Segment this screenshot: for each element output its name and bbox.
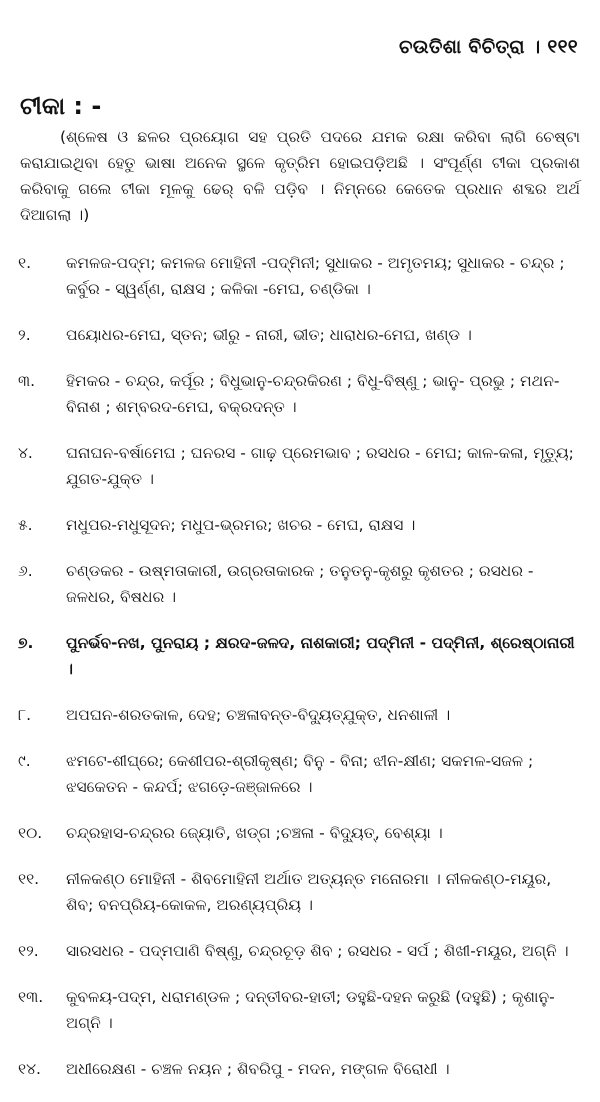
item-number: ୧୨. (18, 942, 39, 960)
glossary-item (18, 440, 580, 492)
item-text: ପୁନର୍ଭବ-ନଖ, ପୁନରାୟ ; କ୍ଷରଦ-ଜଳଦ, ନାଶକାରୀ; ପଦ୍ମିନୀ - ପଦ୍ମିନୀ, ଶ୍ରେଷ୍ଠାନାରୀ । (66, 634, 575, 678)
item-text: କୁବଳୟ-ପଦ୍ମ, ଧରାମଣ୍ଡଳ ; ଦନ୍ତୀବର-ହାତୀ; ଡହୁଛି-ଦହନ କରୁଛି (ଦହୁଛି) ; କୃଶାନୁ-ଅଗ୍ନି । (66, 988, 555, 1032)
item-number: ୧. (18, 254, 32, 272)
item-number: ୮. (18, 706, 32, 724)
item-number: ୭. (18, 634, 34, 652)
item-text: ଘନାଘନ-ବର୍ଷାମେଘ ; ଘନରସ - ଗାଢ଼ ପ୍ରେମଭାବ ; ରସଧର - ମେଘ; କାଳ-କଳା, ମୃତ୍ୟୁ; ଯୁଗତ-ଯୁକ୍ତ । (66, 444, 574, 488)
glossary-item (18, 558, 580, 610)
glossary-item (18, 1056, 580, 1082)
glossary-item (18, 630, 580, 682)
item-text: ସାରସଧର - ପଦ୍ମପାଣି ବିଷ୍ଣୁ, ଚନ୍ଦ୍ରଚୂଡ଼ ଶିବ ; ରସଧର - ସର୍ପ ; ଶିଖୀ-ମୟୂର, ଅଗ୍ନି । (66, 942, 569, 960)
glossary-item (18, 938, 580, 964)
glossary-item (18, 702, 580, 728)
item-text: ପୟୋଧର-ମେଘ, ସ୍ତନ; ଭୀରୁ - ନାରୀ, ଭୀତ; ଧାରାଧର-ମେଘ, ଖଣ୍ଡ । (66, 326, 472, 344)
item-text: ହିମକର - ଚନ୍ଦ୍ର, କର୍ପୂର ; ବିଧୁଭାନୁ-ଚନ୍ଦ୍ରକିରଣ ; ବିଧୁ-ବିଷ୍ଣୁ ; ଭାନୁ- ପ୍ରଭୁ ; ମଥନ-ବିନାଶ ; ଶମ୍ବରଦ-ମେଘ, ବକ୍ରଦନ୍ତ । (66, 372, 560, 416)
item-text: ଅଧୀରେକ୍ଷଣ - ଚଞ୍ଚଳ ନୟନ ; ଶିବରିପୁ - ମଦନ, ମଙ୍ଗଳ ବିରୋଧୀ । (66, 1060, 450, 1078)
item-text: ଚଣ୍ଡକର - ଉଷ୍ମତାକାରୀ, ଉଗ୍ରତାକାରକ ; ତନୁତନୁ-କୃଶରୁ କୃଶତର ; ରସଧର - ଜଳଧର, ବିଷଧର । (66, 562, 534, 606)
item-number: ୫. (18, 516, 33, 534)
running-header: ଚଉତିଶା ବିଚିତ୍ରା । ୧୧୧ (398, 36, 578, 58)
item-number: ୪. (18, 444, 33, 462)
glossary-item (18, 368, 580, 420)
item-number: ୬. (18, 562, 33, 580)
item-number: ୨. (18, 326, 31, 344)
item-number: ୯. (18, 752, 31, 770)
item-text: ଅପଘନ-ଶରତକାଳ, ଦେହ; ଚଞ୍ଚଳାବନ୍ତ-ବିଦ୍ୟୁତ୍‌ଯୁକ୍ତ, ଧନଶାଳୀ । (66, 706, 451, 724)
item-text: ନୀଳକଣ୍ଠ ମୋହିନୀ - ଶିବମୋହିନୀ ଅର୍ଥାତ ଅତ୍ୟନ୍ତ ମନୋରମା । ନୀଳକଣ୍ଠ-ମୟୂର, ଶିବ; ବନପ୍ରିୟ-କୋକଳ, ଅରଣ୍ୟପ୍ରିୟ । (66, 870, 552, 914)
intro-paragraph: (ଶ୍ଳେଷ ଓ ଛଳର ପ୍ରୟୋଗ ସହ ପ୍ରତି ପଦରେ ଯମକ ରକ୍ଷା କରିବା ଲାଗି ଚେଷ୍ଟା କରାଯାଇଥିବା ହେତୁ ଭାଷା ଅନେକ ସ୍ଥଳେ କୃତ୍ରିମ ହୋଇପଡ଼ିଅଛି । ସଂପୂର୍ଣ୍ଣ ଟୀକା ପ୍ରକାଶ କରିବାକୁ ଗଲେ ଟୀକା ମୂଳକୁ ଢେର୍ ବଳି ପଡ଼ିବ । ନିମ୍ନରେ କେତେକ ପ୍ରଧାନ ଶବ୍ଦର ଅର୍ଥ ଦିଆଗଲା ।) (20, 128, 580, 224)
glossary-item (18, 984, 580, 1036)
item-text: ଝମଟେ-ଶୀଘ୍ରେ; କେଶୀପର-ଶ୍ରୀକୃଷ୍ଣ; ବିନୁ - ବିନା; ଝୀନ-କ୍ଷୀଣ; ସକମଳ-ସଜଳ ; ଝସକେତନ - କନ୍ଦର୍ପ; ଝଗଡ଼େ-ଜଞ୍ଜାଳରେ । (66, 752, 534, 796)
glossary-item (18, 322, 580, 348)
item-number: ୩. (18, 372, 36, 390)
glossary-item (18, 512, 580, 538)
item-number: ୧୩. (18, 988, 44, 1006)
glossary-item (18, 250, 580, 302)
item-text: କମଳଜ-ପଦ୍ମ; କମଳଜ ମୋହିନୀ -ପଦ୍ମିନୀ; ସୁଧାକର - ଅମୃତମୟ; ସୁଧାକର - ଚନ୍ଦ୍ର ; କର୍ବୁର - ସ୍ୱର୍ଣ୍ଣ, ରାକ୍ଷସ ; କଳିକା -ମେଘ, ଚଣ୍ଡିକା । (66, 254, 565, 298)
glossary-item (18, 866, 580, 918)
item-text: ଚନ୍ଦ୍ରହାସ-ଚନ୍ଦ୍ରର ଜ୍ୟୋତି, ଖଡ୍ଗ ;ଚଞ୍ଚଳା - ବିଦ୍ୟୁତ୍, ବେଶ୍ୟା । (66, 824, 443, 842)
section-heading: ଟୀକା : - (20, 92, 102, 120)
glossary-item (18, 748, 580, 800)
item-text: ମଧୁପର-ମଧୁସୂଦନ; ମଧୁପ-ଭ୍ରମର; ଖଚର - ମେଘ, ରାକ୍ଷସ । (66, 516, 416, 534)
glossary-item (18, 820, 580, 846)
item-number: ୧୦. (18, 824, 43, 842)
item-number: ୧୧. (18, 870, 40, 888)
glossary-list (18, 250, 580, 1102)
item-number: ୧୪. (18, 1060, 41, 1078)
